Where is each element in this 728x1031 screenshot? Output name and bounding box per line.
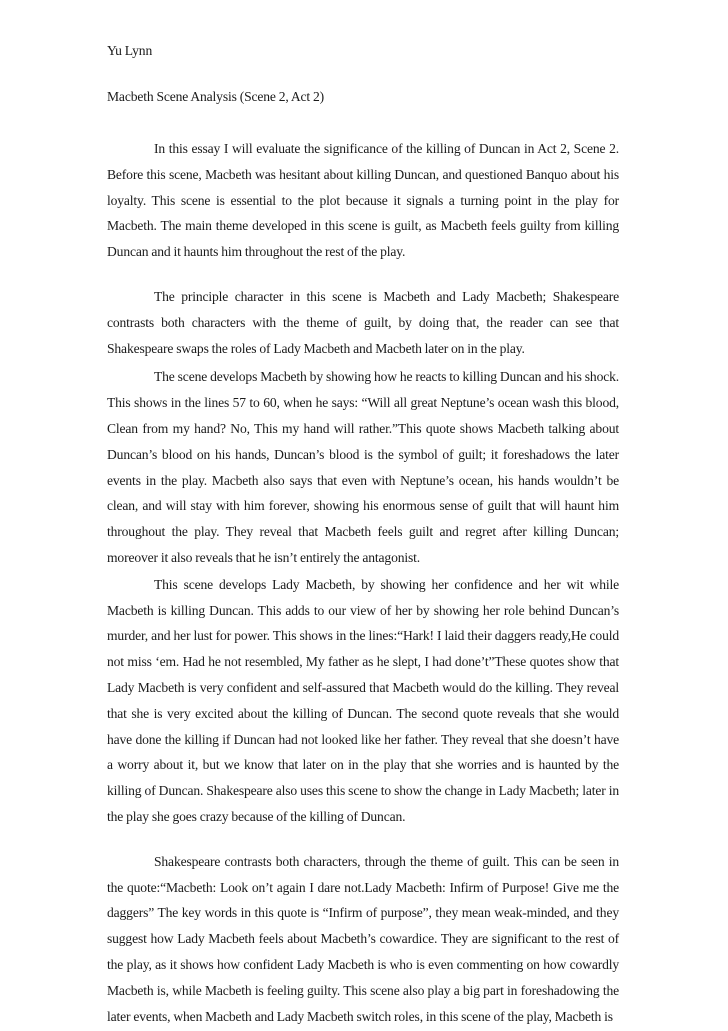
paragraph-introduction: In this essay I will evaluate the significance of the killing of Duncan in Act 2, Scene 2. Before this scene, Macbeth was hesitant about killing Duncan, and questioned Banquo about his loyalty. This scene is essential to the plot because it signals a turning point in the play for Macbeth. The main theme developed in this scene is guilt, as Macbeth feels guilty from killing Duncan and it haunts him throughout the rest of the play. bbox=[107, 141, 619, 260]
document-page bbox=[107, 38, 619, 1029]
author-name: Yu Lynn bbox=[107, 43, 153, 58]
paragraph-macbeth: The scene develops Macbeth by showing how he reacts to killing Duncan and his shock. This shows in the lines 57 to 60, when he says: “Will all great Neptune’s ocean wash this blood, Clean from my hand? No, This my hand will rather.”This quote shows Macbeth talking about Duncan’s blood on his hands, Duncan’s blood is the symbol of guilt; it foreshadows the later events in the play. Macbeth also says that even with Neptune’s ocean, his hands wouldn’t be clean, and will stay with him forever, showing his enormous sense of guilt that will haunt him throughout the play. They reveal that Macbeth feels guilt and regret after killing Duncan; moreover it also reveals that he isn’t entirely the antagonist. bbox=[107, 369, 619, 565]
paragraph-lady-macbeth: This scene develops Lady Macbeth, by showing her confidence and her wit while Macbeth is killing Duncan. This adds to our view of her by showing her role behind Duncan’s murder, and her lust for power. This shows in the lines:“Hark! I laid their daggers ready,He could not miss ‘em. Had he not resembled, My father as he slept, I had done’t”These quotes show that Lady Macbeth is very confident and self-assured that Macbeth would do the killing. They reveal that she is very excited about the killing of Duncan. The second quote reveals that she would have done the killing if Duncan had not looked like her father. They reveal that she doesn’t have a worry about it, but we know that later on in the play that she worries and is haunted by the killing of Duncan. Shakespeare also uses this scene to show the change in Lady Macbeth; later in the play she goes crazy because of the killing of Duncan. bbox=[107, 576, 619, 824]
essay-title: Macbeth Scene Analysis (Scene 2, Act 2) bbox=[107, 89, 324, 104]
paragraph-contrast: Shakespeare contrasts both characters, through the theme of guilt. This can be seen in the quote:“Macbeth: Look on’t again I dare not.Lady Macbeth: Infirm of Purpose! Give me the daggers” The key words in this quote is “Infirm of purpose”, they mean weak-minded, and they suggest how Lady Macbeth feels about Macbeth’s cowardice. They are significant to the rest of the play, as it shows how confident Lady Macbeth is who is even commenting on how cowardly Macbeth is, while Macbeth is feeling guilty. This scene also play a big part in foreshadowing the later events, when Macbeth and Lady Macbeth switch roles, in this scene of the play, Macbeth is bbox=[107, 853, 619, 1024]
paragraph-characters: The principle character in this scene is Macbeth and Lady Macbeth; Shakespeare contrasts both characters with the theme of guilt, by doing that, the reader can see that Shakespeare swaps the roles of Lady Macbeth and Macbeth later on in the play. bbox=[107, 288, 619, 356]
